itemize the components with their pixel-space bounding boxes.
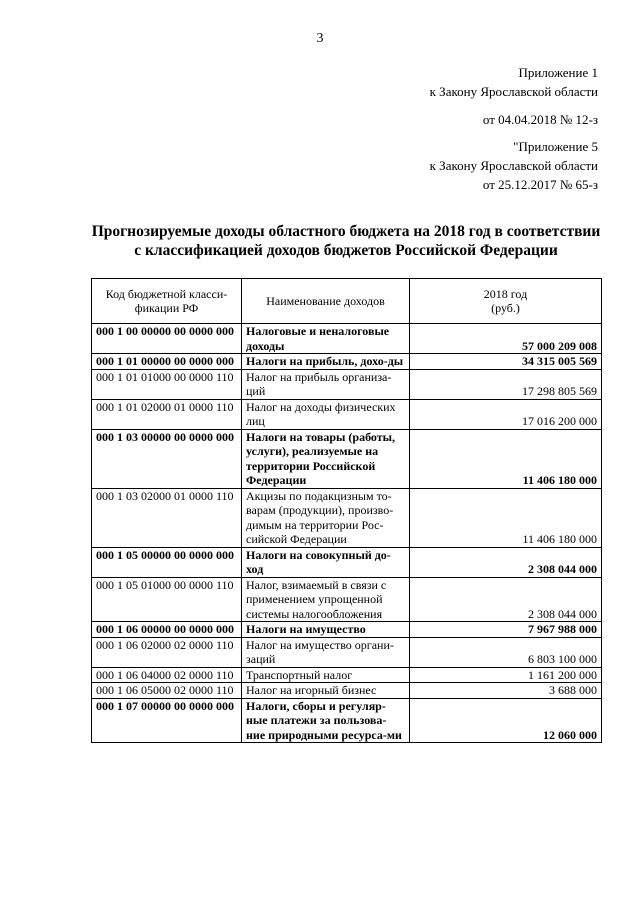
table-row bbox=[92, 698, 602, 743]
row-amount: 11 406 180 000 bbox=[410, 429, 602, 488]
row-name: Налоги на совокупный до-ход bbox=[242, 547, 410, 577]
row-name: Акцизы по подакцизным то-варам (продукции), произво-димым на территории Рос-сийской Федерации bbox=[242, 488, 410, 547]
row-code: 000 1 00 00000 00 0000 000 bbox=[92, 324, 242, 354]
row-code: 000 1 07 00000 00 0000 000 bbox=[92, 698, 242, 743]
table-row bbox=[92, 637, 602, 667]
header-code-line-1: Код бюджетной класси- bbox=[105, 286, 228, 301]
row-code: 000 1 03 00000 00 0000 000 bbox=[92, 429, 242, 488]
table-row bbox=[92, 622, 602, 638]
page-number: 3 bbox=[316, 31, 324, 46]
row-name: Транспортный налог bbox=[242, 667, 410, 683]
header-amount bbox=[410, 279, 602, 324]
appendix-1-law: к Закону Ярославской области bbox=[429, 84, 598, 99]
table-row bbox=[92, 324, 602, 354]
table-row bbox=[92, 667, 602, 683]
row-code: 000 1 05 00000 00 0000 000 bbox=[92, 547, 242, 577]
title-line-1: Прогнозируемые доходы областного бюджета на 2018 год в соответствии bbox=[91, 223, 601, 240]
row-name: Налоговые и неналоговые доходы bbox=[242, 324, 410, 354]
row-amount: 2 308 044 000 bbox=[410, 547, 602, 577]
row-amount: 17 016 200 000 bbox=[410, 399, 602, 429]
table-row bbox=[92, 399, 602, 429]
row-code: 000 1 01 01000 00 0000 110 bbox=[92, 369, 242, 399]
row-amount: 57 000 209 008 bbox=[410, 324, 602, 354]
row-code: 000 1 01 00000 00 0000 000 bbox=[92, 354, 242, 370]
row-name: Налог на доходы физических лиц bbox=[242, 399, 410, 429]
appendix-1-header bbox=[430, 63, 598, 129]
header-code bbox=[92, 279, 242, 324]
row-code: 000 1 06 04000 02 0000 110 bbox=[92, 667, 242, 683]
row-code: 000 1 05 01000 00 0000 110 bbox=[92, 577, 242, 622]
appendix-1-label: Приложение 1 bbox=[518, 65, 598, 80]
table-row bbox=[92, 369, 602, 399]
table-row bbox=[92, 429, 602, 488]
appendix-1-date: от 04.04.2018 № 12-з bbox=[482, 112, 598, 127]
row-code: 000 1 01 02000 01 0000 110 bbox=[92, 399, 242, 429]
appendix-5-label: "Приложение 5 bbox=[513, 139, 598, 154]
row-code: 000 1 03 02000 01 0000 110 bbox=[92, 488, 242, 547]
document-title bbox=[60, 222, 632, 260]
row-name: Налог, взимаемый в связи с применением упрощенной системы налогообложения bbox=[242, 577, 410, 622]
row-amount: 12 060 000 bbox=[410, 698, 602, 743]
table-row bbox=[92, 683, 602, 699]
row-code: 000 1 06 00000 00 0000 000 bbox=[92, 622, 242, 638]
row-name: Налоги на товары (работы, услуги), реализуемые на территории Российской Федерации bbox=[242, 429, 410, 488]
row-name: Налоги на имущество bbox=[242, 622, 410, 638]
row-code: 000 1 06 05000 02 0000 110 bbox=[92, 683, 242, 699]
row-name: Налог на игорный бизнес bbox=[242, 683, 410, 699]
table-row bbox=[92, 354, 602, 370]
header-amount-line-1: 2018 год bbox=[483, 286, 528, 301]
row-amount: 34 315 005 569 bbox=[410, 354, 602, 370]
appendix-5-header bbox=[430, 137, 598, 194]
row-amount: 3 688 000 bbox=[410, 683, 602, 699]
header-amount-line-2: (руб.) bbox=[491, 301, 520, 315]
table-row bbox=[92, 488, 602, 547]
table-header-row bbox=[92, 279, 602, 324]
appendix-5-date: от 25.12.2017 № 65-з bbox=[482, 177, 598, 192]
row-name: Налог на имущество органи-заций bbox=[242, 637, 410, 667]
row-amount: 7 967 988 000 bbox=[410, 622, 602, 638]
row-amount: 11 406 180 000 bbox=[410, 488, 602, 547]
appendix-5-law: к Закону Ярославской области bbox=[429, 158, 598, 173]
row-amount: 2 308 044 000 bbox=[410, 577, 602, 622]
row-amount: 1 161 200 000 bbox=[410, 667, 602, 683]
title-line-2: с классификацией доходов бюджетов Российской Федерации bbox=[134, 242, 558, 259]
revenue-table bbox=[91, 278, 602, 743]
header-name: Наименование доходов bbox=[242, 279, 410, 324]
table-row bbox=[92, 547, 602, 577]
row-amount: 6 803 100 000 bbox=[410, 637, 602, 667]
row-amount: 17 298 805 569 bbox=[410, 369, 602, 399]
row-code: 000 1 06 02000 02 0000 110 bbox=[92, 637, 242, 667]
row-name: Налоги, сборы и регуляр-ные платежи за пользова-ние природными ресурса-ми bbox=[242, 698, 410, 743]
row-name: Налог на прибыль организа-ций bbox=[242, 369, 410, 399]
table-row bbox=[92, 577, 602, 622]
row-name: Налоги на прибыль, дохо-ды bbox=[242, 354, 410, 370]
header-code-line-2: фикации РФ bbox=[134, 301, 199, 315]
